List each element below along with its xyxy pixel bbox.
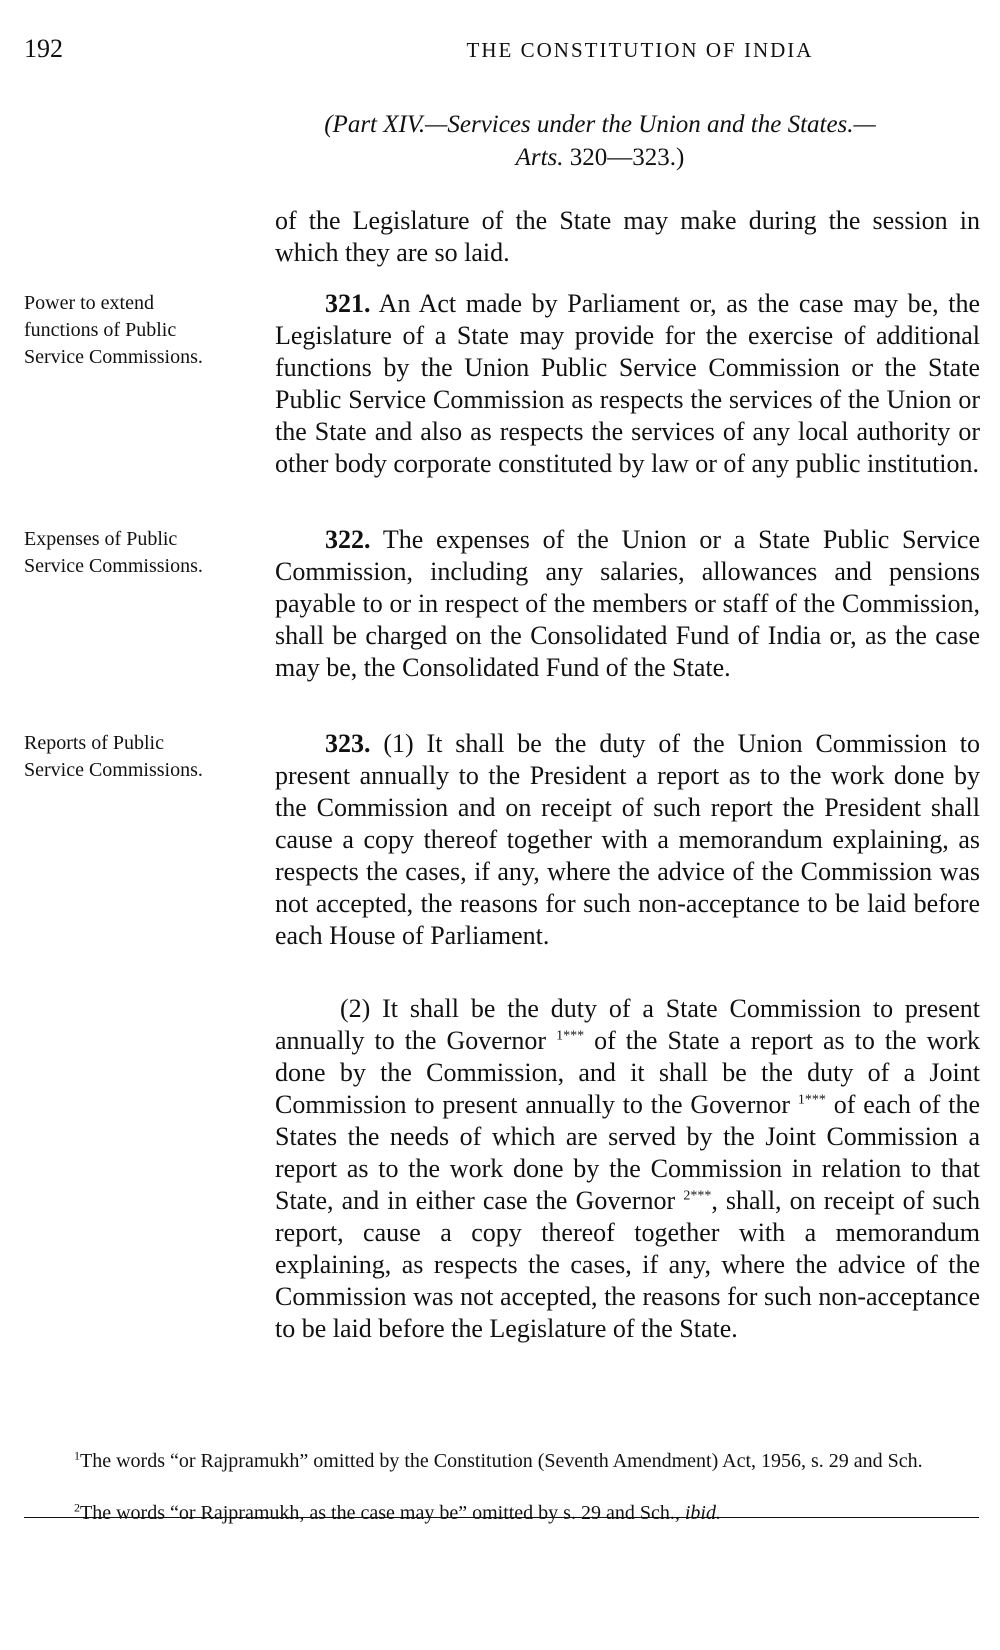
margin-note-323: Reports of Public Service Commissions. xyxy=(24,732,203,781)
clause-2-part-c: of each of the States the needs of which are served by the Joint Commission a report as to the work done by the Commission in relation to that State, and in either case the Governor xyxy=(275,1090,981,1215)
margin-note-321: Power to extend functions of Public Service Commissions. xyxy=(24,292,203,368)
clause-2-part-b: of the State a report as to the work done by the Commission, and it shall be the duty of a Joint Commission to present annually to the Governor xyxy=(275,1026,981,1119)
article-number-321: 321. xyxy=(325,289,371,318)
footnote-2 xyxy=(24,1500,979,1527)
part-heading-paren: ( xyxy=(324,111,333,138)
footnote-mark: 2*** xyxy=(683,1188,712,1204)
running-title: THE CONSTITUTION OF INDIA xyxy=(466,38,814,62)
footnote-text: The words “or Rajpramukh, as the case may be” omitted by s. 29 and Sch., xyxy=(80,1502,680,1524)
article-323-clause-1 xyxy=(275,728,980,952)
clause-2-part-d: , shall, on receipt of such report, cause a copy thereof together with a memorandum explaining, as respects the cases, if any, where the advice of the Commission was not accepted, the reasons for such non-acceptance to be laid before the Legislature of the State. xyxy=(275,1186,981,1343)
continuation-paragraph: of the Legislature of the State may make during the session in which they are so laid. xyxy=(275,206,980,267)
footnote-marker: 2 xyxy=(74,1500,80,1515)
footnote-mark: 1*** xyxy=(556,1028,585,1044)
clause-2-part-a: (2) It shall be the duty of a State Commission to present annually to the Governor xyxy=(275,994,980,1055)
footnote-italic-tail: ibid. xyxy=(684,1502,721,1524)
article-number-323: 323. xyxy=(325,729,371,758)
article-text-323-clause-1: (1) It shall be the duty of the Union Commission to present annually to the President a report as to the work done by the Commission and on receipt of such report the President shall cause a copy thereof together with a memorandum explaining, as respects the cases, if any, where the advice of the Commission was not accepted, the reasons for such non-acceptance to be laid before each House of Parliament. xyxy=(275,729,981,950)
article-text-321: An Act made by Parliament or, as the case may be, the Legislature of a State may provide for the exercise of additional functions by the Union Public Service Commission or the State Public Service Commission as respects the services of the Union or the State and also as respects the services of any local authority or other body corporate constituted by law or of any public institution. xyxy=(275,289,980,478)
footnote-text: The words “or Rajpramukh” omitted by the Constitution (Seventh Amendment) Act, 1956, s. 29 and Sch. xyxy=(80,1450,923,1472)
part-heading xyxy=(275,108,925,174)
article-text-322: The expenses of the Union or a State Public Service Commission, including any salaries, allowances and pensions payable to or in respect of the members or staff of the Commission, shall be charged on the Consolidated Fund of India or, as the case may be, the Consolidated Fund of the State. xyxy=(275,525,981,682)
part-heading-line1: Part XIV.—Services under the Union and the States.— xyxy=(332,111,876,138)
article-323-clause-2 xyxy=(275,993,980,1345)
page-number: 192 xyxy=(24,34,63,63)
article-number-322: 322. xyxy=(325,525,371,554)
margin-note-322: Expenses of Public Service Commissions. xyxy=(24,528,203,577)
footnote-mark: 1*** xyxy=(797,1092,826,1108)
footnote-1 xyxy=(24,1448,979,1475)
part-heading-range: 320—323.) xyxy=(569,144,685,171)
footnote-marker: 1 xyxy=(74,1448,80,1463)
article-321 xyxy=(275,288,980,480)
article-322 xyxy=(275,524,980,684)
part-heading-arts: Arts. xyxy=(515,144,564,171)
